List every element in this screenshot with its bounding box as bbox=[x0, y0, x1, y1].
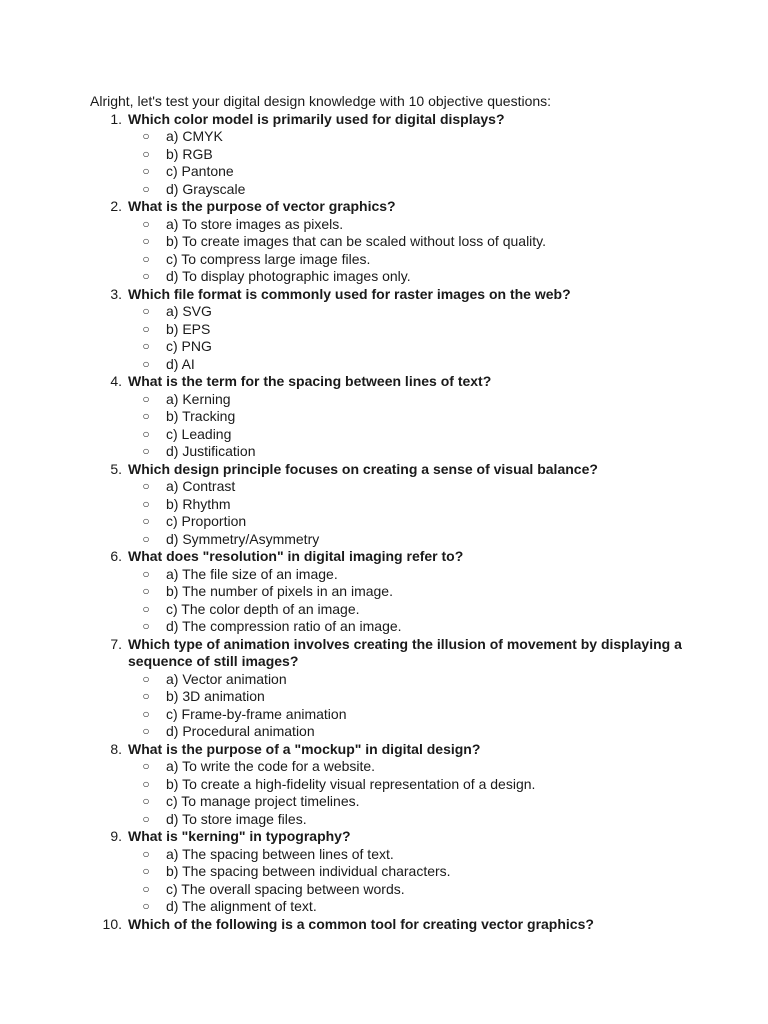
question-text: Which of the following is a common tool for creating vector graphics? bbox=[128, 915, 594, 932]
question-text: What is "kerning" in typography? bbox=[128, 828, 351, 844]
question-item bbox=[0, 828, 768, 916]
answer-option bbox=[0, 251, 768, 269]
answer-option bbox=[0, 583, 768, 601]
question-item bbox=[0, 741, 768, 829]
answer-option-text: c) The overall spacing between words. bbox=[166, 880, 405, 897]
answer-option bbox=[0, 391, 768, 409]
answer-option-text: c) The color depth of an image. bbox=[166, 600, 360, 617]
answer-option bbox=[0, 671, 768, 689]
answer-option bbox=[0, 426, 768, 444]
answer-option-text: d) To display photographic images only. bbox=[166, 268, 411, 284]
answer-option bbox=[0, 601, 768, 619]
hollow-circle-bullet-icon: ○ bbox=[142, 881, 150, 896]
answer-option bbox=[0, 863, 768, 881]
hollow-circle-bullet-icon: ○ bbox=[142, 899, 150, 913]
answer-option bbox=[0, 758, 768, 776]
answer-options bbox=[0, 391, 768, 461]
intro-text: Alright, let's test your digital design knowledge with 10 objective questions: bbox=[90, 93, 552, 109]
hollow-circle-bullet-icon: ○ bbox=[142, 146, 150, 161]
answer-option-text: b) To create a high-fidelity visual representation of a design. bbox=[166, 775, 536, 792]
answer-options bbox=[0, 303, 768, 373]
answer-option bbox=[0, 408, 768, 426]
question-text: What does "resolution" in digital imaging refer to? bbox=[128, 548, 464, 564]
hollow-circle-bullet-icon: ○ bbox=[142, 444, 150, 458]
question-item bbox=[0, 461, 768, 549]
answer-option-text: d) To store image files. bbox=[166, 810, 307, 827]
question-number: 4. bbox=[110, 373, 122, 389]
hollow-circle-bullet-icon: ○ bbox=[142, 321, 150, 336]
hollow-circle-bullet-icon: ○ bbox=[142, 479, 150, 493]
answer-option bbox=[0, 181, 768, 199]
hollow-circle-bullet-icon: ○ bbox=[142, 619, 150, 633]
answer-option bbox=[0, 496, 768, 514]
question-text: What is the purpose of vector graphics? bbox=[128, 198, 396, 214]
answer-option-text: b) The spacing between individual characters. bbox=[166, 863, 451, 879]
question-number: 5. bbox=[110, 460, 122, 477]
question-item bbox=[0, 373, 768, 461]
answer-option bbox=[0, 723, 768, 741]
answer-option bbox=[0, 128, 768, 146]
answer-option bbox=[0, 268, 768, 286]
question-text: What is the purpose of a "mockup" in digital design? bbox=[128, 740, 481, 757]
answer-option-text: c) Proportion bbox=[166, 513, 247, 529]
question-number: 10. bbox=[102, 915, 122, 932]
hollow-circle-bullet-icon: ○ bbox=[142, 304, 150, 318]
question-text: Which color model is primarily used for digital displays? bbox=[128, 110, 505, 127]
answer-option-text: d) Grayscale bbox=[166, 180, 246, 197]
question-number: 3. bbox=[110, 285, 122, 302]
answer-option-text: b) 3D animation bbox=[166, 688, 265, 704]
answer-option-text: d) Justification bbox=[166, 443, 256, 459]
answer-option-text: d) The compression ratio of an image. bbox=[166, 618, 402, 634]
question-number: 2. bbox=[110, 198, 122, 214]
answer-option bbox=[0, 898, 768, 916]
answer-option-text: c) Pantone bbox=[166, 163, 234, 179]
question-item bbox=[0, 111, 768, 199]
answer-option-text: b) To create images that can be scaled without loss of quality. bbox=[166, 233, 547, 249]
hollow-circle-bullet-icon: ○ bbox=[142, 181, 150, 196]
answer-option bbox=[0, 811, 768, 829]
hollow-circle-bullet-icon: ○ bbox=[142, 811, 150, 826]
answer-option bbox=[0, 321, 768, 339]
hollow-circle-bullet-icon: ○ bbox=[142, 776, 150, 791]
answer-option bbox=[0, 706, 768, 724]
answer-option-text: a) To store images as pixels. bbox=[166, 215, 344, 232]
hollow-circle-bullet-icon: ○ bbox=[142, 356, 150, 371]
question-number: 7. bbox=[110, 635, 122, 652]
answer-options bbox=[0, 846, 768, 916]
answer-options bbox=[0, 478, 768, 548]
answer-option bbox=[0, 338, 768, 356]
hollow-circle-bullet-icon: ○ bbox=[142, 584, 150, 598]
hollow-circle-bullet-icon: ○ bbox=[142, 234, 150, 248]
question-text: What is the term for the spacing between lines of text? bbox=[128, 373, 492, 389]
answer-option-text: c) PNG bbox=[166, 338, 212, 354]
answer-option-text: a) To write the code for a website. bbox=[166, 758, 376, 774]
answer-option-text: a) The file size of an image. bbox=[166, 565, 338, 582]
answer-option-text: c) To compress large image files. bbox=[166, 250, 371, 267]
question-number: 6. bbox=[110, 548, 122, 564]
question-text: Which design principle focuses on creating a sense of visual balance? bbox=[128, 460, 598, 477]
answer-option bbox=[0, 513, 768, 531]
answer-option-text: b) Tracking bbox=[166, 408, 236, 424]
answer-option-text: d) Procedural animation bbox=[166, 723, 315, 739]
question-text: Which type of animation involves creating the illusion of movement by displaying a sequence of still images? bbox=[128, 635, 682, 669]
answer-options bbox=[0, 758, 768, 828]
answer-option bbox=[0, 443, 768, 461]
question-item bbox=[0, 916, 768, 934]
answer-options bbox=[0, 671, 768, 741]
hollow-circle-bullet-icon: ○ bbox=[142, 689, 150, 703]
hollow-circle-bullet-icon: ○ bbox=[142, 269, 150, 283]
hollow-circle-bullet-icon: ○ bbox=[142, 671, 150, 686]
answer-option-text: d) The alignment of text. bbox=[166, 898, 317, 914]
answer-option bbox=[0, 233, 768, 251]
answer-option bbox=[0, 618, 768, 636]
question-item bbox=[0, 636, 768, 741]
hollow-circle-bullet-icon: ○ bbox=[142, 426, 150, 441]
hollow-circle-bullet-icon: ○ bbox=[142, 251, 150, 266]
question-number: 9. bbox=[110, 828, 122, 844]
answer-options bbox=[0, 566, 768, 636]
answer-option-text: b) EPS bbox=[166, 320, 211, 337]
hollow-circle-bullet-icon: ○ bbox=[142, 496, 150, 511]
hollow-circle-bullet-icon: ○ bbox=[142, 846, 150, 861]
answer-options bbox=[0, 216, 768, 286]
answer-option bbox=[0, 566, 768, 584]
answer-option bbox=[0, 216, 768, 234]
answer-option bbox=[0, 163, 768, 181]
answer-option-text: a) Kerning bbox=[166, 390, 231, 407]
question-item bbox=[0, 198, 768, 286]
hollow-circle-bullet-icon: ○ bbox=[142, 409, 150, 423]
answer-option bbox=[0, 478, 768, 496]
hollow-circle-bullet-icon: ○ bbox=[142, 724, 150, 738]
hollow-circle-bullet-icon: ○ bbox=[142, 601, 150, 616]
hollow-circle-bullet-icon: ○ bbox=[142, 339, 150, 353]
answer-option bbox=[0, 881, 768, 899]
answer-option bbox=[0, 146, 768, 164]
answer-option-text: c) To manage project timelines. bbox=[166, 793, 360, 809]
question-number: 8. bbox=[110, 740, 122, 757]
question-item bbox=[0, 286, 768, 374]
hollow-circle-bullet-icon: ○ bbox=[142, 706, 150, 721]
answer-option-text: a) CMYK bbox=[166, 128, 223, 144]
question-text: Which file format is commonly used for raster images on the web? bbox=[128, 285, 571, 302]
answer-option bbox=[0, 793, 768, 811]
question-item bbox=[0, 548, 768, 636]
answer-option-text: b) RGB bbox=[166, 145, 213, 162]
answer-option-text: a) SVG bbox=[166, 303, 212, 319]
answer-option-text: b) The number of pixels in an image. bbox=[166, 583, 393, 599]
question-list bbox=[0, 111, 768, 934]
answer-option-text: d) Symmetry/Asymmetry bbox=[166, 530, 320, 547]
hollow-circle-bullet-icon: ○ bbox=[142, 864, 150, 878]
hollow-circle-bullet-icon: ○ bbox=[142, 164, 150, 178]
answer-option-text: d) AI bbox=[166, 355, 195, 372]
answer-option bbox=[0, 356, 768, 374]
answer-option-text: c) Frame-by-frame animation bbox=[166, 705, 347, 722]
hollow-circle-bullet-icon: ○ bbox=[142, 216, 150, 231]
answer-option-text: a) Contrast bbox=[166, 478, 236, 494]
answer-option bbox=[0, 776, 768, 794]
answer-options bbox=[0, 128, 768, 198]
hollow-circle-bullet-icon: ○ bbox=[142, 759, 150, 773]
hollow-circle-bullet-icon: ○ bbox=[142, 514, 150, 528]
answer-option-text: b) Rhythm bbox=[166, 495, 231, 512]
answer-option bbox=[0, 531, 768, 549]
hollow-circle-bullet-icon: ○ bbox=[142, 794, 150, 808]
answer-option-text: a) The spacing between lines of text. bbox=[166, 845, 394, 862]
hollow-circle-bullet-icon: ○ bbox=[142, 129, 150, 143]
hollow-circle-bullet-icon: ○ bbox=[142, 531, 150, 546]
answer-option-text: c) Leading bbox=[166, 425, 232, 442]
hollow-circle-bullet-icon: ○ bbox=[142, 566, 150, 581]
hollow-circle-bullet-icon: ○ bbox=[142, 391, 150, 406]
answer-option bbox=[0, 303, 768, 321]
answer-option bbox=[0, 688, 768, 706]
question-number: 1. bbox=[110, 110, 122, 127]
answer-option bbox=[0, 846, 768, 864]
answer-option-text: a) Vector animation bbox=[166, 670, 287, 687]
